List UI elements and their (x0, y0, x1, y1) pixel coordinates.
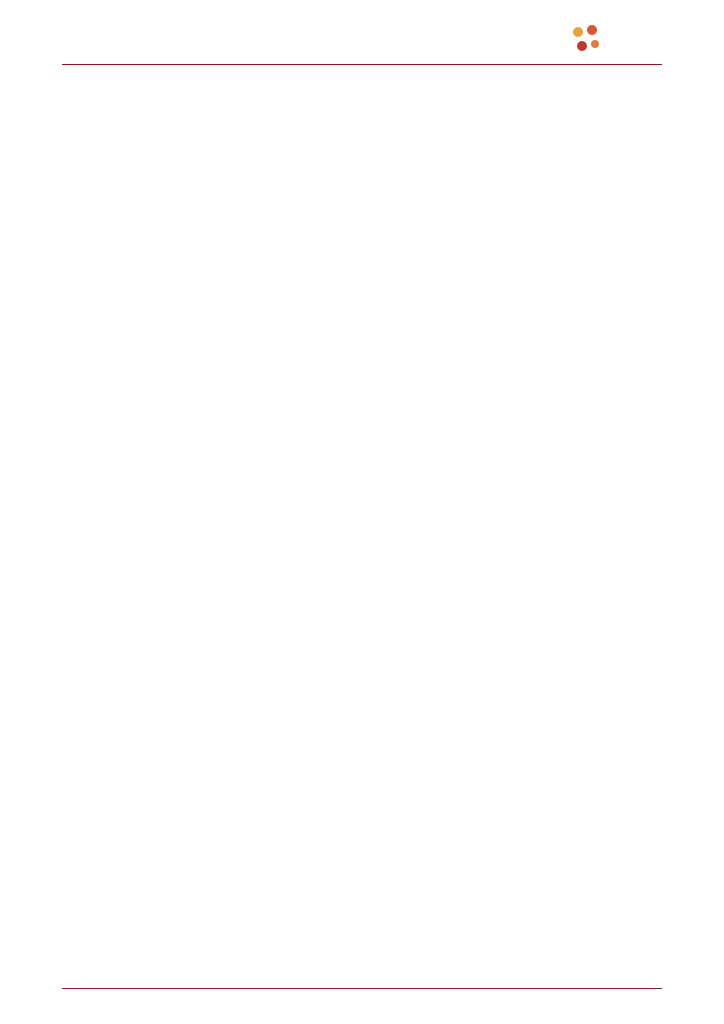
footer-divider (62, 988, 662, 989)
logo-mark-icon (568, 22, 606, 60)
company-logo (568, 22, 668, 60)
header-divider (62, 64, 662, 65)
